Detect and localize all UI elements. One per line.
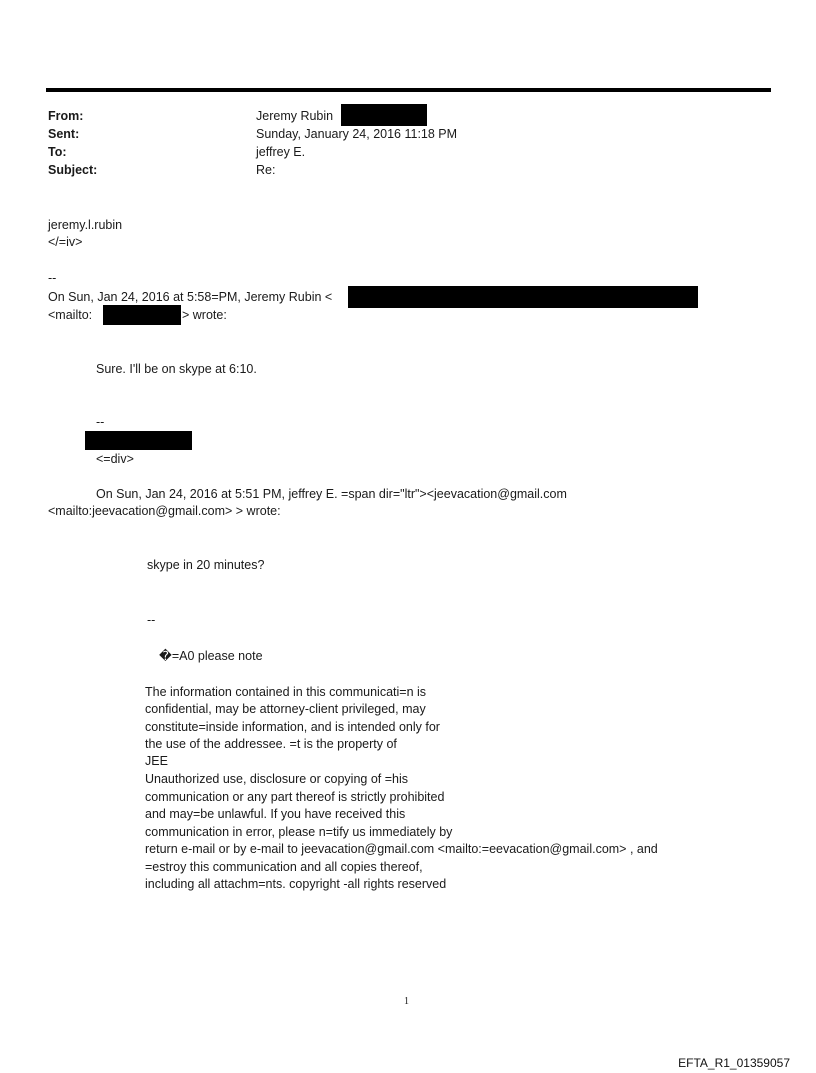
header-rule: [46, 88, 771, 92]
redaction: [348, 286, 698, 308]
disclaimer-line: including all attachm=nts. copyright -all rights reserved: [145, 877, 447, 891]
disclaimer-line: communication or any part thereof is strictly prohibited: [145, 790, 445, 804]
redaction: [103, 305, 181, 325]
body-line: </=iv>: [48, 235, 83, 249]
body-line: --: [48, 271, 57, 285]
disclaimer-line: return e-mail or by e-mail to jeevacation@gmail.com <mailto:=eevacation@gmail.com> , and: [145, 842, 658, 856]
sent-value: Sunday, January 24, 2016 11:18 PM: [256, 127, 458, 141]
from-value: Jeremy Rubin: [256, 109, 334, 123]
quoted-line: <=div>: [96, 452, 134, 466]
disclaimer-line: JEE: [145, 754, 168, 768]
disclaimer-line: and may=be unlawful. If you have received this: [145, 807, 406, 821]
body-line: jeremy.l.rubin: [48, 218, 123, 232]
sent-label: Sent:: [48, 127, 80, 141]
subject-label: Subject:: [48, 163, 98, 177]
nested-message: skype in 20 minutes?: [147, 558, 265, 572]
page-number: 1: [404, 996, 409, 1007]
to-label: To:: [48, 145, 67, 159]
disclaimer-line: Unauthorized use, disclosure or copying of =his: [145, 772, 408, 786]
disclaimer-line: constitute=inside information, and is intended only for: [145, 720, 440, 734]
mailto-line-start: <mailto:: [48, 308, 93, 322]
quote-header-line: On Sun, Jan 24, 2016 at 5:58=PM, Jeremy Rubin <: [48, 290, 333, 304]
quoted-message: Sure. I'll be on skype at 6:10.: [96, 362, 257, 376]
redaction: [341, 104, 427, 126]
disclaimer-line: The information contained in this communicati=n is: [145, 685, 427, 699]
nested-quote-header: On Sun, Jan 24, 2016 at 5:51 PM, jeffrey E. =span dir="ltr"><jeevacation@gmail.com: [96, 487, 567, 501]
disclaimer-line: communication in error, please n=tify us immediately by: [145, 825, 453, 839]
document-id: EFTA_R1_01359057: [678, 1056, 790, 1070]
to-value: jeffrey E.: [256, 145, 306, 159]
redaction: [85, 431, 192, 450]
from-label: From:: [48, 109, 84, 123]
quoted-line: --: [96, 415, 105, 429]
nested-line: --: [147, 613, 156, 627]
subject-value: Re:: [256, 163, 276, 177]
mailto-line-end: > wrote:: [182, 308, 227, 322]
nested-quote-header-cont: <mailto:jeevacation@gmail.com> > wrote:: [48, 504, 281, 518]
disclaimer-line: =estroy this communication and all copies thereof,: [145, 860, 423, 874]
disclaimer-line: confidential, may be attorney-client privileged, may: [145, 702, 426, 716]
disclaimer-line: the use of the addressee. =t is the property of: [145, 737, 397, 751]
notice-heading: �=A0 please note: [159, 649, 263, 663]
